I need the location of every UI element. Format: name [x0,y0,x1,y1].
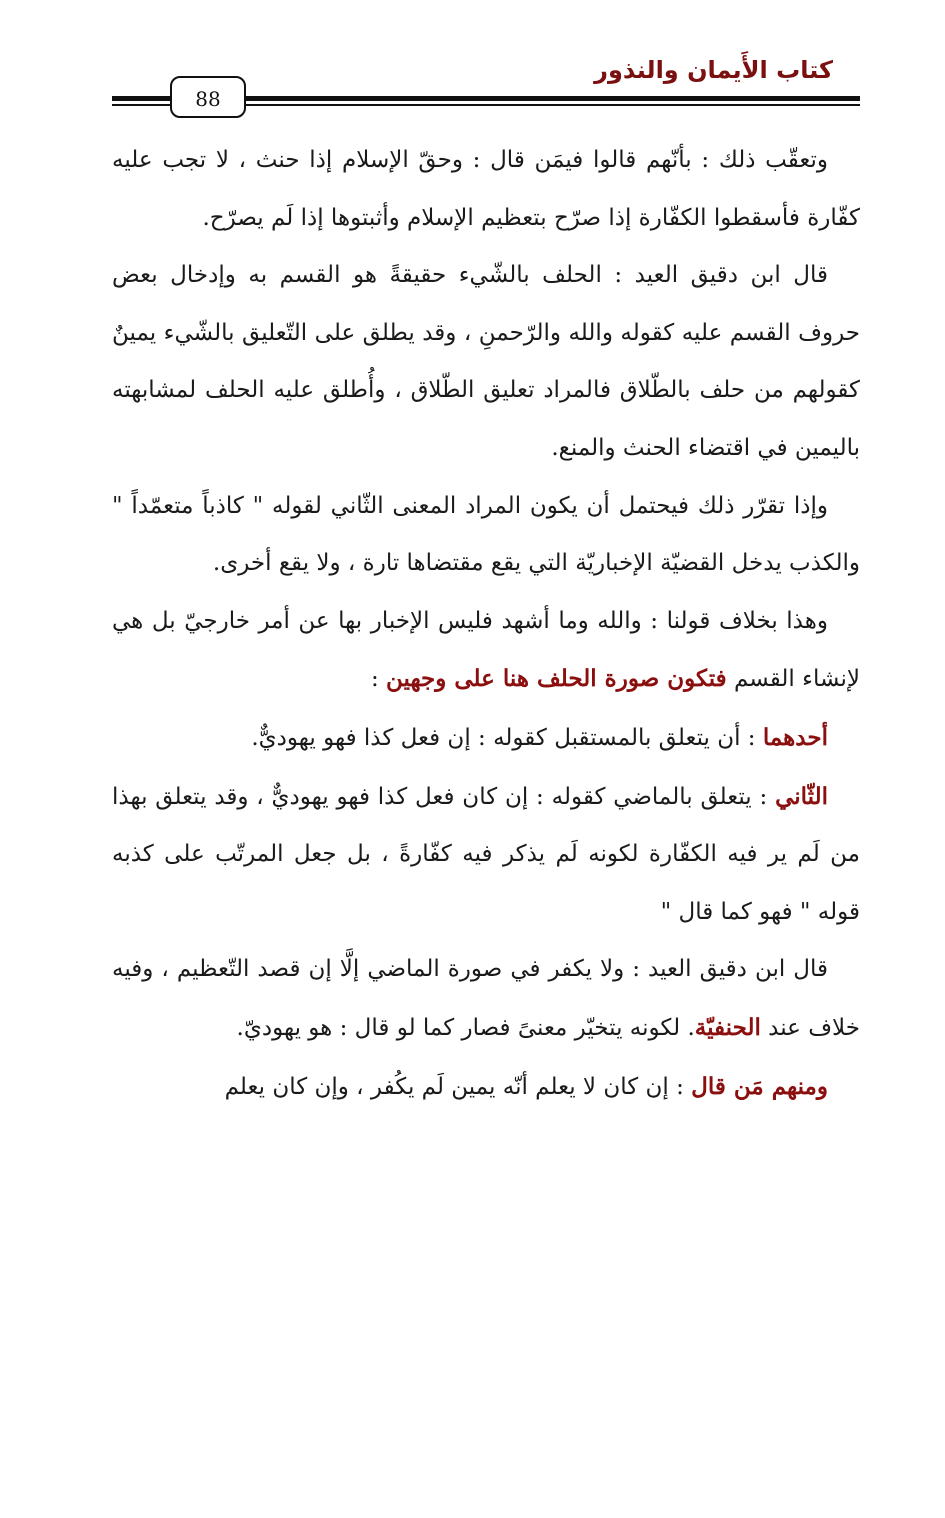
paragraph-text: : [370,666,386,693]
highlighted-phrase: فتكون صورة الحلف هنا على وجهين [386,665,727,693]
paragraph [112,593,860,709]
paragraph [112,941,860,1057]
paragraph-text: وإذا تقرّر ذلك فيحتمل أن يكون المراد المعنى الثّاني لقوله " كاذباً متعمّداً " والكذب يدخل القضيّة الإخباريّة التي يقع مقتضاها تارة ، ولا يقع أخرى. [112,492,860,577]
paragraph [112,132,860,247]
paragraph-text: . لكونه يتخيّر معنىً فصار كما لو قال : هو يهوديّ. [236,1014,695,1041]
paragraph-text: : إن كان لا يعلم أنّه يمين لَم يكُفر ، وإن كان يعلم [224,1073,692,1100]
paragraph-text: وهذا بخلاف قولنا : والله وما أشهد فليس الإخبار بها عن أمر خارجيّ بل هي لإنشاء القسم [112,607,860,693]
paragraph-text: : أن يتعلق بالمستقبل كقوله : إن فعل كذا فهو يهوديٌّ. [251,724,763,751]
highlighted-phrase: الثّاني [775,782,828,810]
paragraph-text: : يتعلق بالماضي كقوله : إن كان فعل كذا فهو يهوديٌّ ، وقد يتعلق بهذا من لَم ير فيه الكفّارة لكونه لَم يذكر فيه كفّارةً ، بل جعل المرتّب على كذبه قوله " فهو كما قال " [112,783,860,925]
page-number: 88 [170,76,246,118]
highlighted-phrase: أحدهما [762,723,828,751]
paragraph [112,768,860,942]
paragraph-text: قال ابن دقيق العيد : الحلف بالشّيء حقيقةً هو القسم به وإدخال بعض حروف القسم عليه كقوله والله والرّحمنِ ، وقد يطلق على التّعليق بالشّيء يمينٌ كقولهم من حلف بالطّلاق فالمراد تعليق الطّلاق ، وأُطلق عليه الحلف لمشابهته باليمين في اقتضاء الحنث والمنع. [112,262,860,461]
book-title: كتاب الأَيمان والنذور [594,56,833,84]
highlighted-phrase: ومنهم مَن قال [691,1072,828,1100]
page-header [0,0,945,130]
paragraph-text: قال ابن دقيق العيد : ولا يكفر في صورة الماضي إلَّا إن قصد التّعظيم ، وفيه خلاف عند [112,956,860,1041]
paragraph-text: وتعقّب ذلك : بأنّهم قالوا فيمَن قال : وحقّ الإسلام إذا حنث ، لا تجب عليه كفّارة فأسقطوا الكفّارة إذا صرّح بتعظيم الإسلام وأثبتوها إذا لَم يصرّح. [112,147,860,231]
paragraph [112,247,860,477]
highlighted-phrase: الحنفيّة [694,1013,761,1041]
page-body [112,132,860,1116]
paragraph [112,478,860,593]
paragraph [112,1058,860,1117]
paragraph [112,709,860,768]
